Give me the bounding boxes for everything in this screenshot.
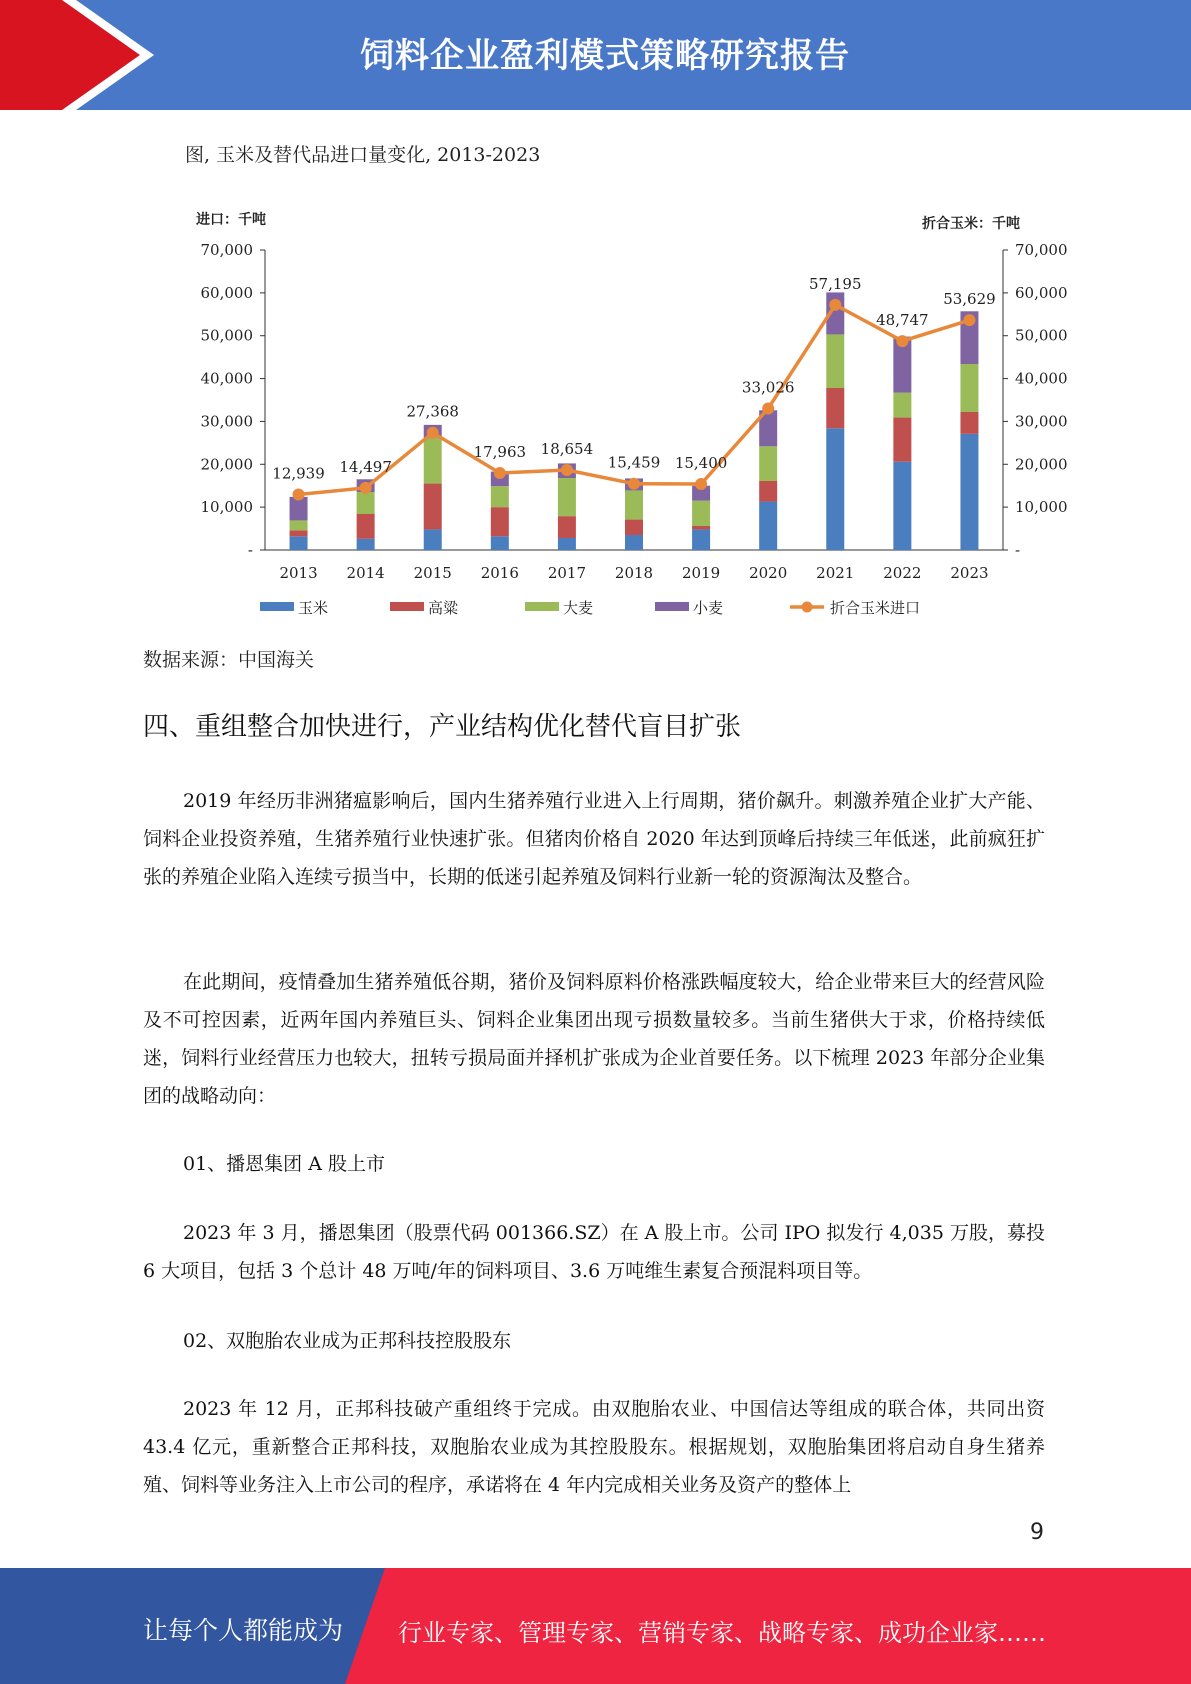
data-label: 27,368 (406, 402, 459, 421)
page-header (0, 0, 1191, 110)
bar-segment (625, 520, 643, 535)
bar-segment (357, 539, 375, 550)
data-label: 33,026 (741, 378, 795, 397)
right-axis-title: 折合玉米：千吨 (922, 216, 1020, 232)
x-tick-label: 2020 (749, 564, 788, 582)
right-tick-label: 70,000 (1015, 241, 1068, 259)
left-axis-title: 进口：千吨 (196, 212, 266, 228)
left-tick-label: 40,000 (200, 369, 253, 388)
bar-segment (424, 438, 442, 484)
bar-segment (893, 462, 911, 550)
bar-segment (960, 364, 978, 412)
bar-segment (424, 529, 442, 550)
right-tick-label: 30,000 (1015, 412, 1068, 431)
bar-segment (692, 529, 710, 550)
bar-segment (826, 388, 844, 428)
bar-segment (558, 478, 576, 516)
left-tick-label: 70,000 (200, 241, 253, 259)
bar-segment (625, 490, 643, 519)
data-label: 53,629 (943, 290, 996, 309)
report-title: 饲料企业盈利模式策略研究报告 (360, 36, 850, 76)
bar-segment (558, 516, 576, 538)
bar-segment (893, 418, 911, 462)
line-point (695, 478, 707, 490)
x-tick-label: 2013 (279, 564, 318, 582)
paragraph-1: 2019 年经历非洲猪瘟影响后，国内生猪养殖行业进入上行周期，猪价飙升。刺激养殖企业扩大产能、饲料企业投资养殖，生猪养殖行业快速扩张。但猪肉价格自 2020 年达到顶峰后持续三年低迷，此前疯狂扩张的养殖企业陷入连续亏损当中，长期的低迷引起养殖及饲料行业新一轮的资源淘汰及整合。 (143, 790, 1045, 888)
legend-swatch (525, 602, 559, 611)
line-point (829, 299, 841, 311)
bar-segment (357, 514, 375, 539)
right-tick-label: 20,000 (1015, 455, 1068, 474)
footer-slogan-right: 行业专家、管理专家、营销专家、战略专家、成功企业家…… (398, 1619, 1046, 1647)
x-tick-label: 2019 (681, 564, 721, 582)
left-tick-label: 60,000 (200, 283, 253, 302)
x-tick-label: 2015 (413, 564, 452, 582)
data-label: 18,654 (540, 440, 594, 459)
right-tick-label: 40,000 (1015, 369, 1068, 388)
paragraph-4: 2023 年 12 月，正邦科技破产重组终于完成。由双胞胎农业、中国信达等组成的联合体，共同出资 43.4 亿元，重新整合正邦科技，双胞胎农业成为其控股股东。根据规划，双胞胎集团将启动自身生猪养殖、饲料等业务注入上市公司的程序，承诺将在 4 年内完成相关业务及资产的整体上 (143, 1398, 1045, 1496)
left-tick-label: 20,000 (200, 455, 253, 474)
data-source: 数据来源：中国海关 (143, 649, 315, 671)
legend-swatch (260, 602, 294, 611)
data-label: 15,459 (607, 453, 661, 472)
bar-segment (826, 334, 844, 388)
bar-segment (491, 507, 509, 536)
x-tick-label: 2022 (883, 564, 922, 582)
line-point (360, 482, 372, 494)
legend-label: 高粱 (428, 599, 459, 617)
line-point (561, 464, 573, 476)
left-tick-label: 10,000 (200, 498, 253, 517)
bar-segment (491, 536, 509, 550)
subheading-02: 02、双胞胎农业成为正邦科技控股股东 (183, 1330, 512, 1352)
bar-segment (357, 492, 375, 514)
legend-label: 大麦 (563, 599, 594, 617)
data-label: 17,963 (473, 443, 527, 462)
x-tick-label: 2016 (480, 564, 519, 582)
x-tick-label: 2018 (614, 564, 654, 582)
section-heading: 四、重组整合加快进行，产业结构优化替代盲目扩张 (143, 712, 742, 742)
line-point (293, 489, 305, 501)
x-tick-label: 2014 (346, 564, 385, 582)
page-number: 9 (1030, 1520, 1044, 1545)
subheading-01: 01、播恩集团 A 股上市 (183, 1153, 385, 1175)
bar-segment (625, 535, 643, 550)
page-footer (0, 1568, 1191, 1684)
left-tick-label: - (247, 541, 253, 559)
bar-segment (826, 428, 844, 550)
right-tick-label: - (1015, 541, 1021, 559)
legend-label: 折合玉米进口 (830, 599, 921, 617)
data-label: 12,939 (272, 464, 325, 483)
x-tick-label: 2021 (816, 564, 855, 582)
bar-segment (290, 536, 308, 550)
bar-segment (290, 520, 308, 530)
bar-segment (424, 484, 442, 530)
legend-label: 小麦 (693, 599, 724, 617)
left-tick-label: 50,000 (200, 326, 253, 345)
legend-label: 玉米 (298, 599, 329, 617)
x-tick-label: 2023 (950, 564, 989, 582)
data-label: 14,497 (339, 457, 392, 476)
line-point (963, 314, 975, 326)
line-point (628, 478, 640, 490)
line-point (896, 335, 908, 347)
right-tick-label: 60,000 (1015, 283, 1068, 302)
bar-segment (558, 538, 576, 550)
bar-segment (759, 446, 777, 481)
bar-segment (960, 412, 978, 434)
data-label: 15,400 (674, 454, 728, 472)
line-point (494, 467, 506, 479)
bar-segment (692, 501, 710, 526)
bar-segment (290, 530, 308, 536)
legend-line-marker (802, 602, 813, 613)
data-label: 57,195 (809, 274, 862, 293)
legend-swatch (390, 602, 424, 611)
paragraph-3: 2023 年 3 月，播恩集团（股票代码 001366.SZ）在 A 股上市。公司 IPO 拟发行 4,035 万股，募投 6 大项目，包括 3 个总计 48 万吨/年的饲料项目、3.6 万吨维生素复合预混料项目等。 (143, 1222, 1045, 1282)
bar-segment (960, 434, 978, 550)
import-volume-chart (180, 200, 1068, 630)
legend-swatch (655, 602, 689, 611)
line-point (427, 427, 439, 439)
paragraph-2: 在此期间，疫情叠加生猪养殖低谷期，猪价及饲料原料价格涨跌幅度较大，给企业带来巨大的经营风险及不可控因素，近两年国内养殖巨头、饲料企业集团出现亏损数量较多。当前生猪供大于求，价格持续低迷，饲料行业经营压力也较大，扭转亏损局面并择机扩张成为企业首要任务。以下梳理 2023 年部分企业集团的战略动向： (143, 971, 1045, 1107)
bar-segment (759, 502, 777, 550)
right-tick-label: 50,000 (1015, 326, 1068, 345)
bar-segment (692, 526, 710, 529)
right-tick-label: 10,000 (1015, 498, 1068, 517)
x-tick-label: 2017 (547, 564, 587, 582)
footer-slogan-left: 让每个人都能成为 (143, 1616, 344, 1645)
figure-caption: 图, 玉米及替代品进口量变化, 2013-2023 (185, 144, 541, 166)
bar-segment (759, 481, 777, 502)
bar-segment (491, 486, 509, 507)
data-label: 48,747 (876, 311, 929, 330)
header-arrow-decoration (0, 0, 200, 110)
line-point (762, 402, 774, 414)
bar-segment (893, 393, 911, 418)
left-tick-label: 30,000 (200, 412, 253, 431)
